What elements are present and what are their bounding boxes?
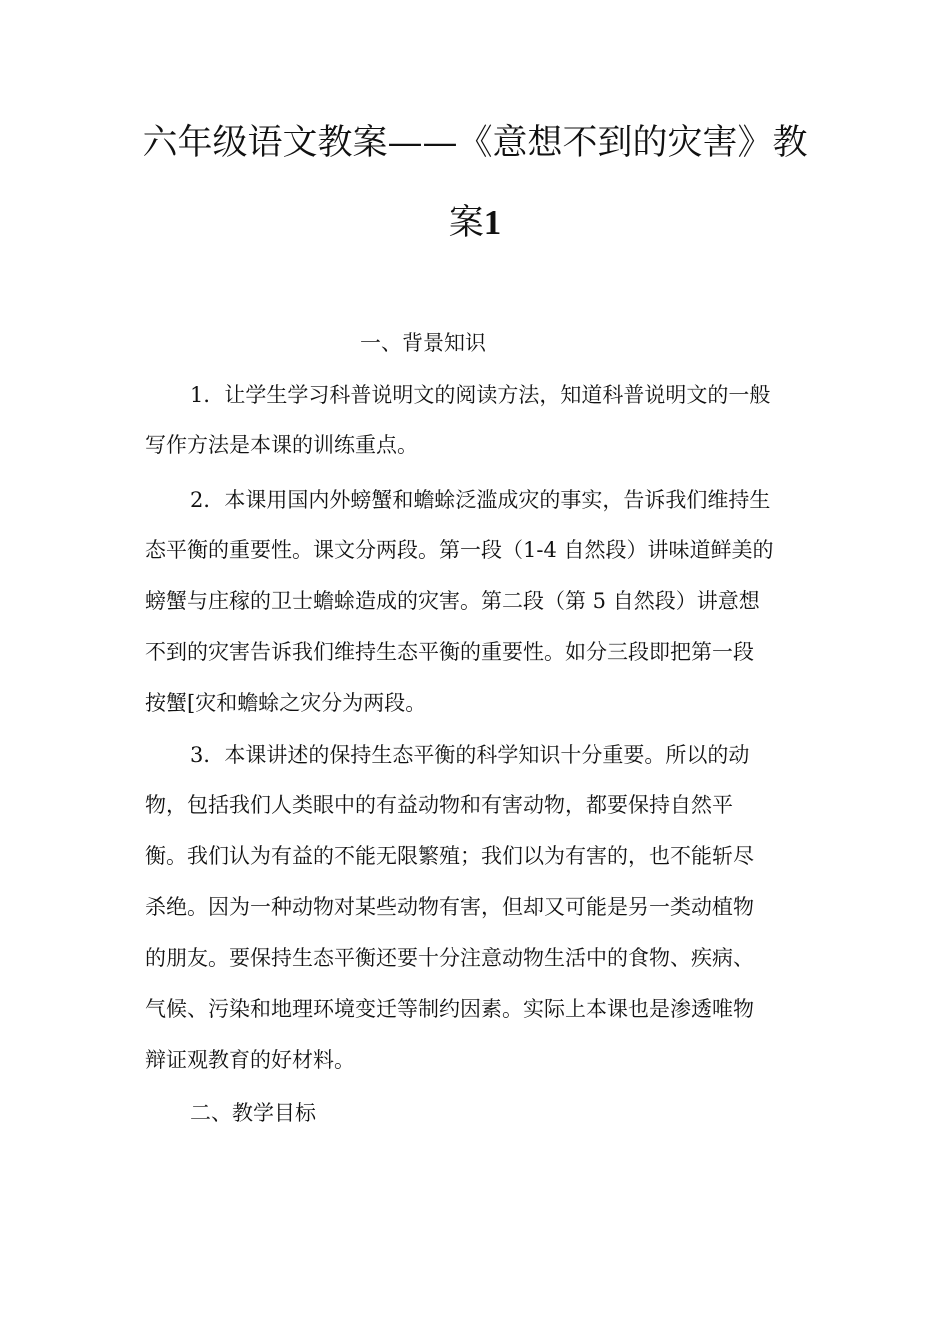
para1-line: 写作方法是本课的训练重点。 <box>145 433 418 457</box>
para3-line: 物，包括我们人类眼中的有益动物和有害动物，都要保持自然平 <box>145 793 733 817</box>
para2-line: 2．本课用国内外螃蟹和蟾蜍泛滥成灾的事实，告诉我们维持生 <box>190 488 771 512</box>
para2-line: 螃蟹与庄稼的卫士蟾蜍造成的灾害。第二段（第 5 自然段）讲意想 <box>145 589 760 613</box>
para3-line: 3．本课讲述的保持生态平衡的科学知识十分重要。所以的动 <box>190 743 750 767</box>
title-line-2-number: 1 <box>483 203 502 242</box>
para2-line: 按蟹[灾和蟾蜍之灾分为两段。 <box>145 691 427 715</box>
para3-line: 气候、污染和地理环境变迁等制约因素。实际上本课也是渗透唯物 <box>145 997 754 1021</box>
para3-line: 的朋友。要保持生态平衡还要十分注意动物生活中的食物、疾病、 <box>145 946 754 970</box>
para2-line: 不到的灾害告诉我们维持生态平衡的重要性。如分三段即把第一段 <box>145 640 754 664</box>
para1-line: 1．让学生学习科普说明文的阅读方法，知道科普说明文的一般 <box>190 383 771 407</box>
document-title-line-1: 六年级语文教案——《意想不到的灾害》教 <box>142 123 808 163</box>
para3-line: 杀绝。因为一种动物对某些动物有害，但却又可能是另一类动植物 <box>145 895 754 919</box>
section-heading-objectives: 二、教学目标 <box>190 1101 316 1125</box>
para2-line: 态平衡的重要性。课文分两段。第一段（1-4 自然段）讲味道鲜美的 <box>145 538 774 562</box>
title-line-2-text: 案 <box>448 203 484 243</box>
section-heading-background: 一、背景知识 <box>360 331 486 355</box>
para3-line: 辩证观教育的好材料。 <box>145 1048 355 1072</box>
document-title-line-2 <box>140 201 810 245</box>
para3-line: 衡。我们认为有益的不能无限繁殖；我们以为有害的，也不能斩尽 <box>145 844 754 868</box>
